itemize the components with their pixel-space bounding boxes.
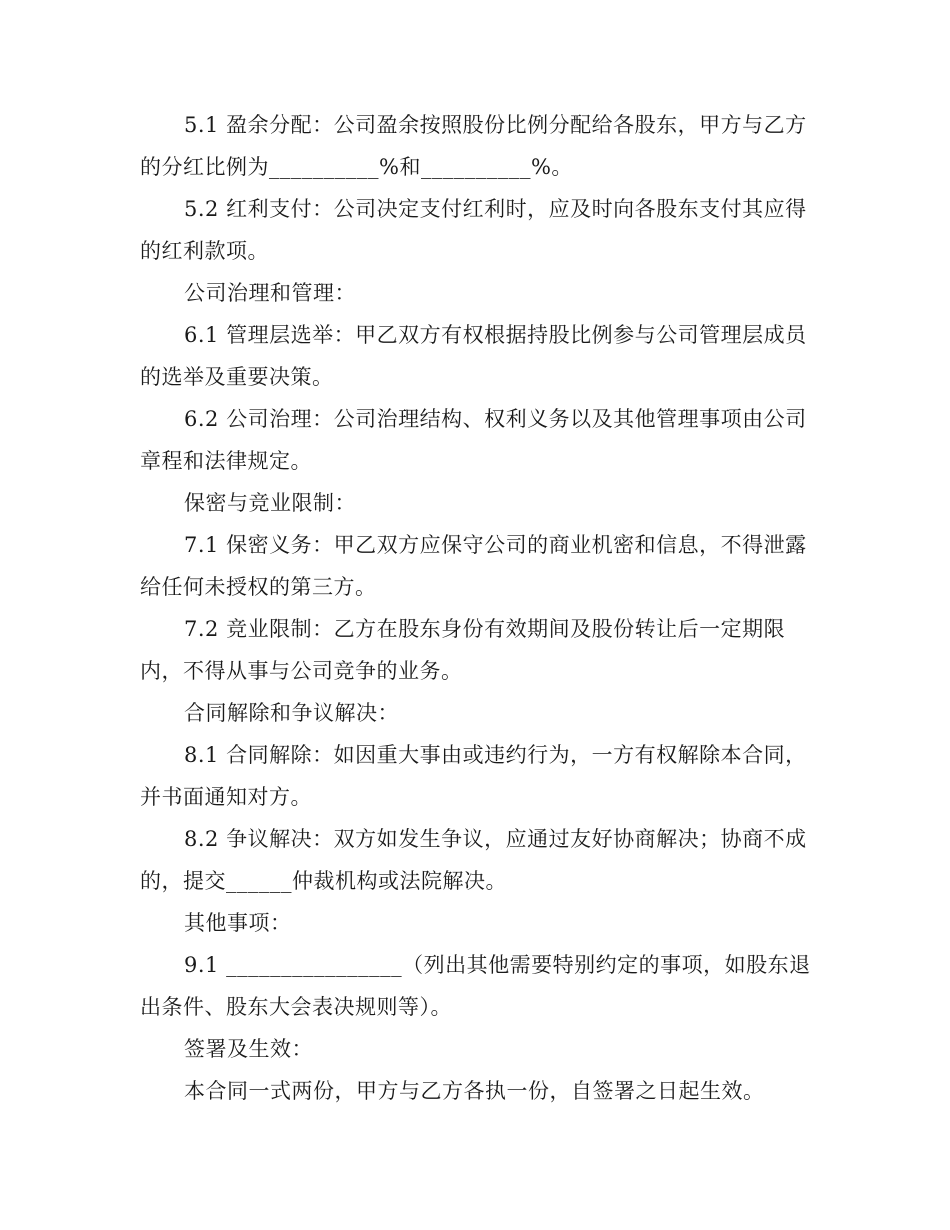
clause-6-2: 6.2 公司治理：公司治理结构、权利义务以及其他管理事项由公司章程和法律规定。 <box>140 407 807 473</box>
document-body <box>140 104 812 1112</box>
clause-effectiveness: 本合同一式两份，甲方与乙方各执一份，自签署之日起生效。 <box>184 1079 765 1103</box>
clause-7-1: 7.1 保密义务：甲乙双方应保守公司的商业机密和信息，不得泄露给任何未授权的第三方。 <box>140 533 807 599</box>
clause-9-1: 9.1 ________________（列出其他需要特别约定的事项，如股东退出条件、股东大会表决规则等）。 <box>140 953 811 1019</box>
clause-8-1: 8.1 合同解除：如因重大事由或违约行为，一方有权解除本合同，并书面通知对方。 <box>140 743 807 809</box>
section-heading-confidentiality: 保密与竞业限制： <box>184 491 356 515</box>
clause-8-2: 8.2 争议解决：双方如发生争议，应通过友好协商解决；协商不成的，提交______仲裁机构或法院解决。 <box>140 827 807 893</box>
clause-5-2: 5.2 红利支付：公司决定支付红利时，应及时向各股东支付其应得的红利款项。 <box>140 197 807 263</box>
section-heading-governance: 公司治理和管理： <box>184 281 356 305</box>
clause-6-1: 6.1 管理层选举：甲乙双方有权根据持股比例参与公司管理层成员的选举及重要决策。 <box>140 323 807 389</box>
section-heading-other: 其他事项： <box>184 911 292 935</box>
section-heading-termination: 合同解除和争议解决： <box>184 701 399 725</box>
clause-7-2: 7.2 竞业限制：乙方在股东身份有效期间及股份转让后一定期限内，不得从事与公司竞争的业务。 <box>140 617 786 683</box>
section-heading-signing: 签署及生效： <box>184 1037 313 1061</box>
clause-5-1: 5.1 盈余分配：公司盈余按照股份比例分配给各股东，甲方与乙方的分红比例为__________%和__________%。 <box>140 113 807 179</box>
